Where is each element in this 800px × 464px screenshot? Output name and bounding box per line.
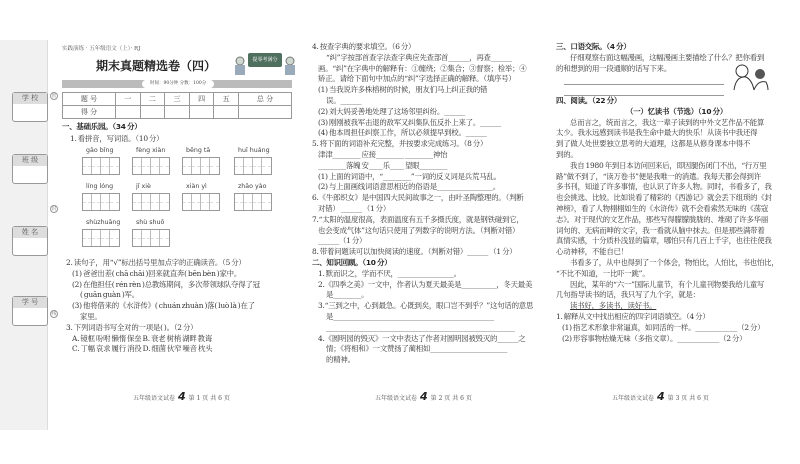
page-footer: 五年级语文试卷 4 第 1 页 共 6 页: [133, 390, 230, 403]
page-title: 期末真题精选卷（四）: [96, 59, 217, 73]
grid-cell[interactable]: [151, 194, 160, 210]
grid-cell[interactable]: [101, 158, 110, 174]
answer-line[interactable]: [564, 95, 724, 96]
text-line: 津津________ 应接________ ________神怡: [318, 149, 448, 159]
text-line: 矫正。请给下面句中加点的“纠”字选择正确的解释。（填序号）: [318, 74, 516, 84]
text-line: 对错） ______ （1 分）: [318, 203, 391, 213]
name-field[interactable]: 姓 名: [12, 226, 48, 256]
pinyin-label: bēng tā: [186, 147, 211, 154]
text-line: (3) 他将借来的《水浒传》( chuán zhuàn )落( luò là )在了: [72, 301, 255, 311]
text-line: 到的。: [556, 149, 578, 159]
pinyin-label: gāo bǐng: [86, 147, 114, 154]
pinyin-label: fèng xiàn: [136, 147, 166, 154]
grid-cell[interactable]: [262, 158, 271, 174]
writing-grid[interactable]: [82, 157, 120, 175]
binding-sidebar: [0, 40, 48, 430]
text-line: 真情实感，十分质朴浅显的篇章，哪怕只有几百上千字，也往往使我: [556, 236, 772, 246]
school-field[interactable]: 学 校: [12, 92, 48, 122]
grid-cell[interactable]: [235, 194, 244, 210]
grid-cell[interactable]: [160, 158, 169, 174]
text-line: 1. 解释从文中找出相应的四字词语填空。（4 分）: [556, 311, 710, 321]
text-line: 词句的、无病而呻的文字，我一看就从脑中抹去。但是那些满带着: [556, 225, 765, 235]
grid-cell[interactable]: [133, 194, 142, 210]
text-line: C. 丁幅 哀求 履行 消役 D. 细菌 伙窄 噪音 枕头: [72, 344, 213, 354]
text-line: “不比不知道，一比吓一跳”。: [556, 268, 650, 278]
score-table: [62, 92, 292, 119]
grid-cell[interactable]: [92, 230, 101, 246]
pinyin-label: líng lóng: [86, 183, 114, 190]
grid-cell[interactable]: [244, 194, 253, 210]
grid-cell[interactable]: [142, 194, 151, 210]
grid-cell[interactable]: [110, 194, 119, 210]
grid-cell[interactable]: [235, 158, 244, 174]
text-line: (4) 他本周担任纠察工作，所以必须提早到校。______: [318, 128, 487, 138]
text-line: 7.“太阳的温度很高，表面温度有五千多摄氏度，就是钢铁碰到它，: [312, 214, 524, 224]
seal-mark: 密: [51, 93, 57, 99]
page-footer: 五年级语文试卷 4 第 3 页 共 6 页: [612, 390, 709, 403]
grid-cell[interactable]: [110, 230, 119, 246]
text-line: 的和想到的用一段通顺的话写下来。: [556, 63, 672, 73]
answer-line[interactable]: [564, 84, 724, 85]
writing-grid[interactable]: [132, 193, 170, 211]
text-line: ________落魄 安____乐____ 望眼________: [318, 160, 448, 170]
grid-cell[interactable]: [183, 194, 192, 210]
text-line: (2) 刘大妈妥善地处理了这场邻里纠纷。______: [318, 106, 466, 116]
text-line: 多书刊，知道了许多事情，也认识了许多人物。同时，书看多了，我: [556, 182, 772, 192]
class-field[interactable]: 班 级: [12, 154, 48, 184]
text-line: 我自 1980 年到日本访问回来后，即因腿伤闭门不出，“行万里: [570, 160, 767, 170]
text-line: 8. 带着问题读可以加快阅读的速度。（判断对错）______ （1 分）: [312, 247, 517, 257]
grid-cell[interactable]: [192, 158, 201, 174]
grid-cell[interactable]: [244, 158, 253, 174]
text-line: 误。______: [326, 95, 362, 105]
text-line: 神榜》，看了人物栩栩如生的《水浒传》就不会看索然无味的《荡寇: [556, 203, 769, 213]
grid-cell[interactable]: [201, 158, 210, 174]
writing-grid[interactable]: [234, 193, 272, 211]
text-line: (1) 爸爸出差( chā chāi )回来就直奔( bēn bèn )家中。: [72, 268, 242, 278]
grid-cell[interactable]: [133, 230, 142, 246]
text-line: 3. 下列词语书写全对的一项是( )。（2 分）: [66, 322, 198, 332]
writing-grid[interactable]: [182, 193, 220, 211]
text-line: (2) 在他担任( rén rèn )总教练期间，多次带领球队夺得了冠: [72, 279, 260, 289]
student-id-field[interactable]: 学 号: [12, 296, 48, 326]
text-line: 太少。我永远感到读书是我生命中最大的快乐！从读书中我还得: [556, 128, 758, 138]
score-cell[interactable]: [115, 106, 140, 119]
grid-cell[interactable]: [183, 158, 192, 174]
score-cell[interactable]: [189, 106, 214, 119]
series-label: 实践演练 · 五年级语文（上）· RJ: [62, 46, 141, 52]
pinyin-label: jǐ xiè: [136, 183, 151, 190]
text-line: (1) 上面的词语中，“________”一词的反义词是兵荒马乱。: [318, 171, 501, 181]
pinyin-label: shù shuō: [136, 219, 165, 226]
text-line: 是______________________________________________: [326, 311, 494, 321]
grid-cell[interactable]: [160, 194, 169, 210]
badge-illustration: 提零考满分: [232, 51, 298, 77]
grid-cell[interactable]: [262, 194, 271, 210]
text-line: 仔细观察右面这幅漫画，这幅漫画主要描绘了什么？把你看到: [570, 52, 765, 62]
text-line: 家里。: [80, 311, 102, 321]
text-line: ______________________________________________________: [326, 322, 515, 332]
text-line: (1) 指艺术形象非常逼真，如同活的一样。____________（2 分）: [562, 322, 765, 332]
score-cell[interactable]: [238, 106, 291, 119]
exam-info-bar: 时间：90分钟 分数：100分: [62, 80, 292, 88]
pinyin-label: huī huáng: [238, 147, 270, 154]
text-line: 也会挑选、比较。比如说看了精彩的《西游记》就会丢下组琐的《封: [556, 193, 772, 203]
writing-grid[interactable]: [82, 193, 120, 211]
text-line: (3) 刚刚被我军击退的敌军又纠集队伍反扑上来了。______: [318, 117, 501, 127]
table-row: 题 号 一 二 三 四 五 总 分: [63, 93, 292, 106]
grid-cell[interactable]: [210, 158, 219, 174]
text-line: 到了做人处世要独立思考的大道理，这都是从修身课本中得不: [556, 139, 751, 149]
writing-grid[interactable]: [182, 157, 220, 175]
text-line: 读书好，多读书，读好书。: [570, 301, 657, 311]
text-line: 的精神。: [326, 355, 355, 365]
text-line: 是________。: [326, 290, 369, 300]
text-line: 6.《牛郎织女》是中国四大民间故事之一，由叶圣陶整理的。（判断: [312, 193, 524, 203]
pinyin-label: xiàn yì: [186, 183, 207, 190]
writing-grid[interactable]: [132, 229, 170, 247]
text-line: 三、口语交际。（4 分）: [556, 42, 631, 51]
text-line: 志》。对于现代的文艺作品，那些写得朦朦胧胧的、堆砌了许多华丽: [556, 214, 769, 224]
question-text: 1. 看拼音，写词语。（10 分）: [70, 134, 164, 143]
text-line: 总而言之，统而言之，我这一辈子读到的中外文艺作品不能算: [570, 117, 765, 127]
text-line: ______（1 分）: [318, 236, 367, 246]
grid-cell[interactable]: [142, 230, 151, 246]
text-line: “纠”字按部首查字法查字典应先查部首______，再查______: [326, 52, 512, 62]
grid-cell[interactable]: [142, 158, 151, 174]
text-line: (1) 当我说许多株榕树的时候，朋友们马上纠正我的错: [318, 85, 488, 95]
pinyin-label: shùzhuāng: [86, 219, 121, 226]
text-line: 4.《圆明园的毁灭》一文中表达了作者对圆明园被毁灭的______之: [318, 333, 526, 343]
text-line: 1. 默而识之，学而不厌，________________。: [318, 268, 461, 278]
text-line: 书看多了，从中也得到了一个体会，物怕比，人怕比，书也怕比，: [570, 257, 779, 267]
text-line: 5. 将下面的词语补充完整，并按要求完成练习。（8 分）: [312, 139, 488, 149]
text-line: （一）忆读书（节选）（10 分）: [626, 106, 728, 116]
grid-cell[interactable]: [192, 194, 201, 210]
grid-cell[interactable]: [83, 158, 92, 174]
text-line: 二、知识回顾。（10 分）: [312, 257, 392, 267]
text-line: 几句指导读书的话，我只写了九个字，就是：: [556, 290, 700, 300]
text-line: 情；《将相和》一文赞扬了蔺相如______________________: [326, 344, 508, 354]
grid-cell[interactable]: [151, 158, 160, 174]
pinyin-label: zhāo yào: [238, 183, 267, 190]
comic-illustration-icon: [728, 62, 772, 92]
section-heading: 一、基础乐园。（34 分）: [62, 122, 142, 131]
grid-cell[interactable]: [83, 194, 92, 210]
text-line: 也会变成气体”这句话只使用了列数字的说明方法。（判断对错）: [318, 225, 520, 235]
grid-cell[interactable]: [160, 230, 169, 246]
text-line: 因此，某年的“六一”国际儿童节，有个儿童刊物要我给儿童写: [570, 279, 765, 289]
text-line: 2. 读句子，用“√”标出括号里加点字的正确读音。（5 分）: [66, 258, 246, 267]
text-line: 路”做不到了，“读万卷书”便是我唯一的消遣。我每天都会得到许: [556, 171, 761, 181]
writing-grid[interactable]: [82, 229, 120, 247]
grid-cell[interactable]: [210, 194, 219, 210]
grid-cell[interactable]: [133, 158, 142, 174]
page-footer: 五年级语文试卷 4 第 2 页 共 6 页: [375, 390, 472, 403]
grid-cell[interactable]: [151, 230, 160, 246]
text-line: (2) 与上面画线词语意思相近的俗语是________________。: [318, 182, 500, 192]
grid-cell[interactable]: [83, 230, 92, 246]
score-cell[interactable]: [140, 106, 165, 119]
writing-grid[interactable]: [234, 157, 272, 175]
writing-grid[interactable]: [132, 157, 170, 175]
grid-cell[interactable]: [253, 158, 262, 174]
text-line: 四、阅读。（22 分）: [556, 95, 622, 105]
table-row: 得 分: [63, 106, 292, 119]
text-line: 3.“三到之中，心到最急。心既到矣，眼口岂不到乎？”这句话的意思: [318, 301, 534, 311]
grid-cell[interactable]: [92, 158, 101, 174]
text-line: ( guān guàn )军。: [80, 290, 139, 300]
seal-mark: 线: [51, 311, 57, 317]
grid-cell[interactable]: [92, 194, 101, 210]
seal-mark: 封: [51, 206, 57, 212]
grid-cell[interactable]: [101, 194, 110, 210]
text-line: (2) 形容事物枯燥无味（多指文章）。____________（2 分）: [562, 333, 747, 343]
grid-cell[interactable]: [101, 230, 110, 246]
grid-cell[interactable]: [253, 194, 262, 210]
score-cell[interactable]: [165, 106, 190, 119]
text-line: 2.《四季之美》一文中，作者认为夏天最美是__________，冬天最美: [318, 279, 533, 289]
text-line: 4. 按查字典的要求填空。（6 分）: [312, 42, 416, 51]
text-line: 画。“纠”在字典中的解释有：①缠绕；②集合；③督察；检举；④: [318, 63, 527, 73]
grid-cell[interactable]: [201, 194, 210, 210]
grid-cell[interactable]: [110, 158, 119, 174]
text-line: 心动神移，不能自已！: [556, 247, 628, 257]
text-line: A. 镜框 吩咐 懒惰 保垒 B. 衰老 树梢 湖畔 教诲: [72, 333, 213, 343]
score-cell[interactable]: [214, 106, 239, 119]
